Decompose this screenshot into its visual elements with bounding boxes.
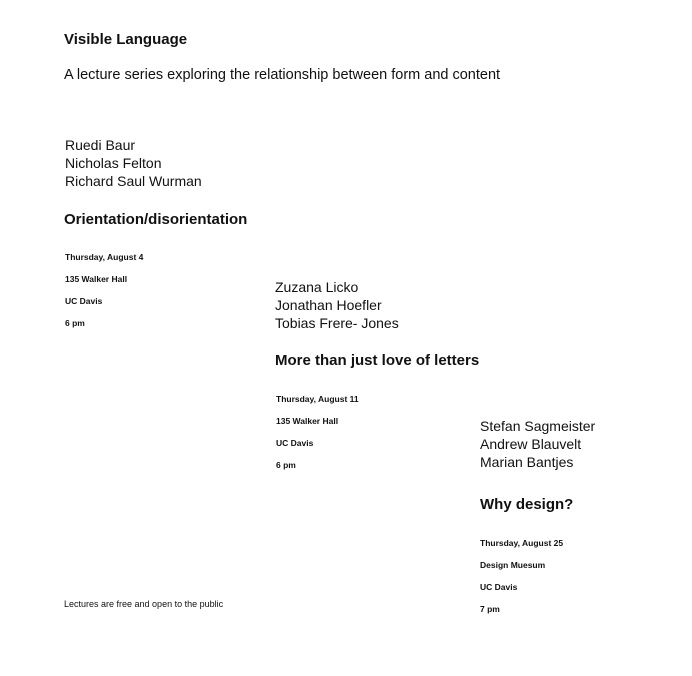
speaker-name: Zuzana Licko	[275, 279, 359, 295]
lecture-2-speakers	[275, 278, 399, 332]
lecture-3-details	[480, 538, 563, 626]
lecture-time: 7 pm	[480, 604, 500, 614]
lecture-campus: UC Davis	[480, 582, 518, 592]
speaker-name: Tobias Frere- Jones	[275, 315, 399, 331]
lecture-3-speakers	[480, 417, 595, 471]
speaker-name: Nicholas Felton	[65, 155, 162, 171]
page-title: Visible Language	[64, 31, 188, 48]
lecture-campus: UC Davis	[276, 438, 314, 448]
lecture-time: 6 pm	[276, 460, 296, 470]
lecture-location: 135 Walker Hall	[276, 416, 339, 426]
lecture-2-details	[276, 394, 359, 482]
lecture-1-speakers	[65, 136, 202, 190]
lecture-1-details	[65, 252, 143, 340]
speaker-name: Andrew Blauvelt	[480, 436, 582, 452]
speaker-name: Ruedi Baur	[65, 137, 136, 153]
lecture-1-title: Orientation/disorientation	[64, 211, 248, 228]
speaker-name: Marian Bantjes	[480, 454, 574, 470]
lecture-date: Thursday, August 25	[480, 538, 564, 548]
speaker-name: Stefan Sagmeister	[480, 418, 596, 434]
lecture-date: Thursday, August 11	[276, 394, 359, 404]
lecture-3-title: Why design?	[480, 496, 574, 513]
lecture-location: Design Muesum	[480, 560, 546, 570]
lecture-date: Thursday, August 4	[65, 252, 144, 262]
lecture-2-title: More than just love of letters	[275, 352, 480, 369]
page-subtitle: A lecture series exploring the relationship between form and content	[64, 67, 501, 83]
lecture-location: 135 Walker Hall	[65, 274, 128, 284]
speaker-name: Jonathan Hoefler	[275, 297, 382, 313]
footer-note: Lectures are free and open to the public	[64, 599, 224, 609]
speaker-name: Richard Saul Wurman	[65, 173, 202, 189]
lecture-campus: UC Davis	[65, 296, 103, 306]
lecture-time: 6 pm	[65, 318, 85, 328]
